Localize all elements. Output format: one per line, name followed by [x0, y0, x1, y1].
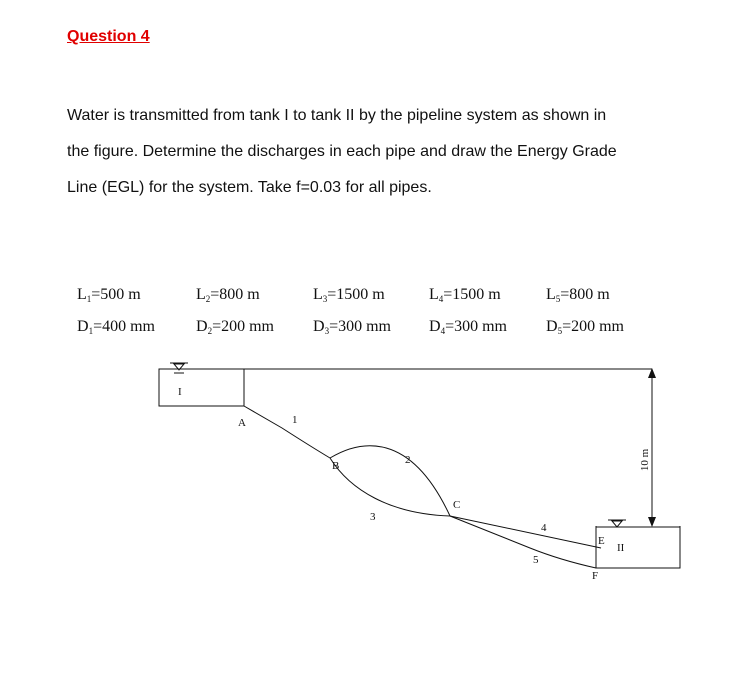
tank-1 [159, 369, 244, 406]
diameter-subscript: 4 [440, 326, 446, 336]
length-subscript: 4 [438, 294, 444, 304]
water-level-icon [612, 521, 622, 527]
point-c-label: C [453, 499, 461, 511]
pipe-5-number: 5 [533, 554, 539, 566]
pipe-2 [330, 446, 450, 516]
point-e-label: E [598, 535, 605, 547]
diameter-value: =200 mm [562, 318, 624, 335]
diameter-symbol: D [196, 318, 208, 335]
length-symbol: L [429, 286, 439, 303]
length-subscript: 5 [555, 294, 561, 304]
length-symbol: L [196, 286, 206, 303]
length-subscript: 3 [322, 294, 328, 304]
length-value: =1500 m [327, 286, 385, 303]
tank-1-label: I [178, 386, 182, 398]
length-value: =800 m [560, 286, 610, 303]
point-b-label: B [332, 460, 340, 472]
pipe-2-number: 2 [405, 454, 411, 466]
question-line: the figure. Determine the discharges in each pipe and draw the Energy Grade [67, 143, 617, 160]
pipe-3 [330, 458, 450, 516]
tank-2 [596, 526, 680, 568]
length-value: =500 m [91, 286, 141, 303]
diameter-value: =300 mm [329, 318, 391, 335]
diameter-value: =400 mm [93, 318, 155, 335]
diameter-subscript: 1 [88, 326, 94, 336]
tank-2-label: II [617, 542, 625, 554]
length-subscript: 1 [86, 294, 92, 304]
diameter-symbol: D [546, 318, 558, 335]
pipe-3-number: 3 [370, 511, 376, 523]
arrowhead-down-icon [648, 517, 656, 527]
diameter-subscript: 3 [324, 326, 330, 336]
length-value: =800 m [210, 286, 260, 303]
diameter-value: =200 mm [212, 318, 274, 335]
diameter-symbol: D [429, 318, 441, 335]
question-line: Line (EGL) for the system. Take f=0.03 for all pipes. [67, 179, 432, 196]
diameter-symbol: D [313, 318, 325, 335]
question-line: Water is transmitted from tank I to tank II by the pipeline system as shown in [67, 107, 607, 124]
length-value: =1500 m [443, 286, 501, 303]
diameter-subscript: 2 [207, 326, 213, 336]
diameter-subscript: 5 [557, 326, 563, 336]
length-symbol: L [77, 286, 87, 303]
pipe-1-number: 1 [292, 414, 298, 426]
pipe-4 [450, 516, 601, 548]
diameter-symbol: D [77, 318, 89, 335]
question-title: Question 4 [67, 28, 150, 45]
point-a-label: A [238, 417, 246, 429]
pipe-4-number: 4 [541, 522, 547, 534]
pipe-1 [244, 406, 330, 458]
head-difference-label: 10 m [639, 448, 651, 472]
diameter-value: =300 mm [445, 318, 507, 335]
length-subscript: 2 [205, 294, 211, 304]
length-symbol: L [313, 286, 323, 303]
point-f-label: F [592, 570, 599, 582]
length-symbol: L [546, 286, 556, 303]
